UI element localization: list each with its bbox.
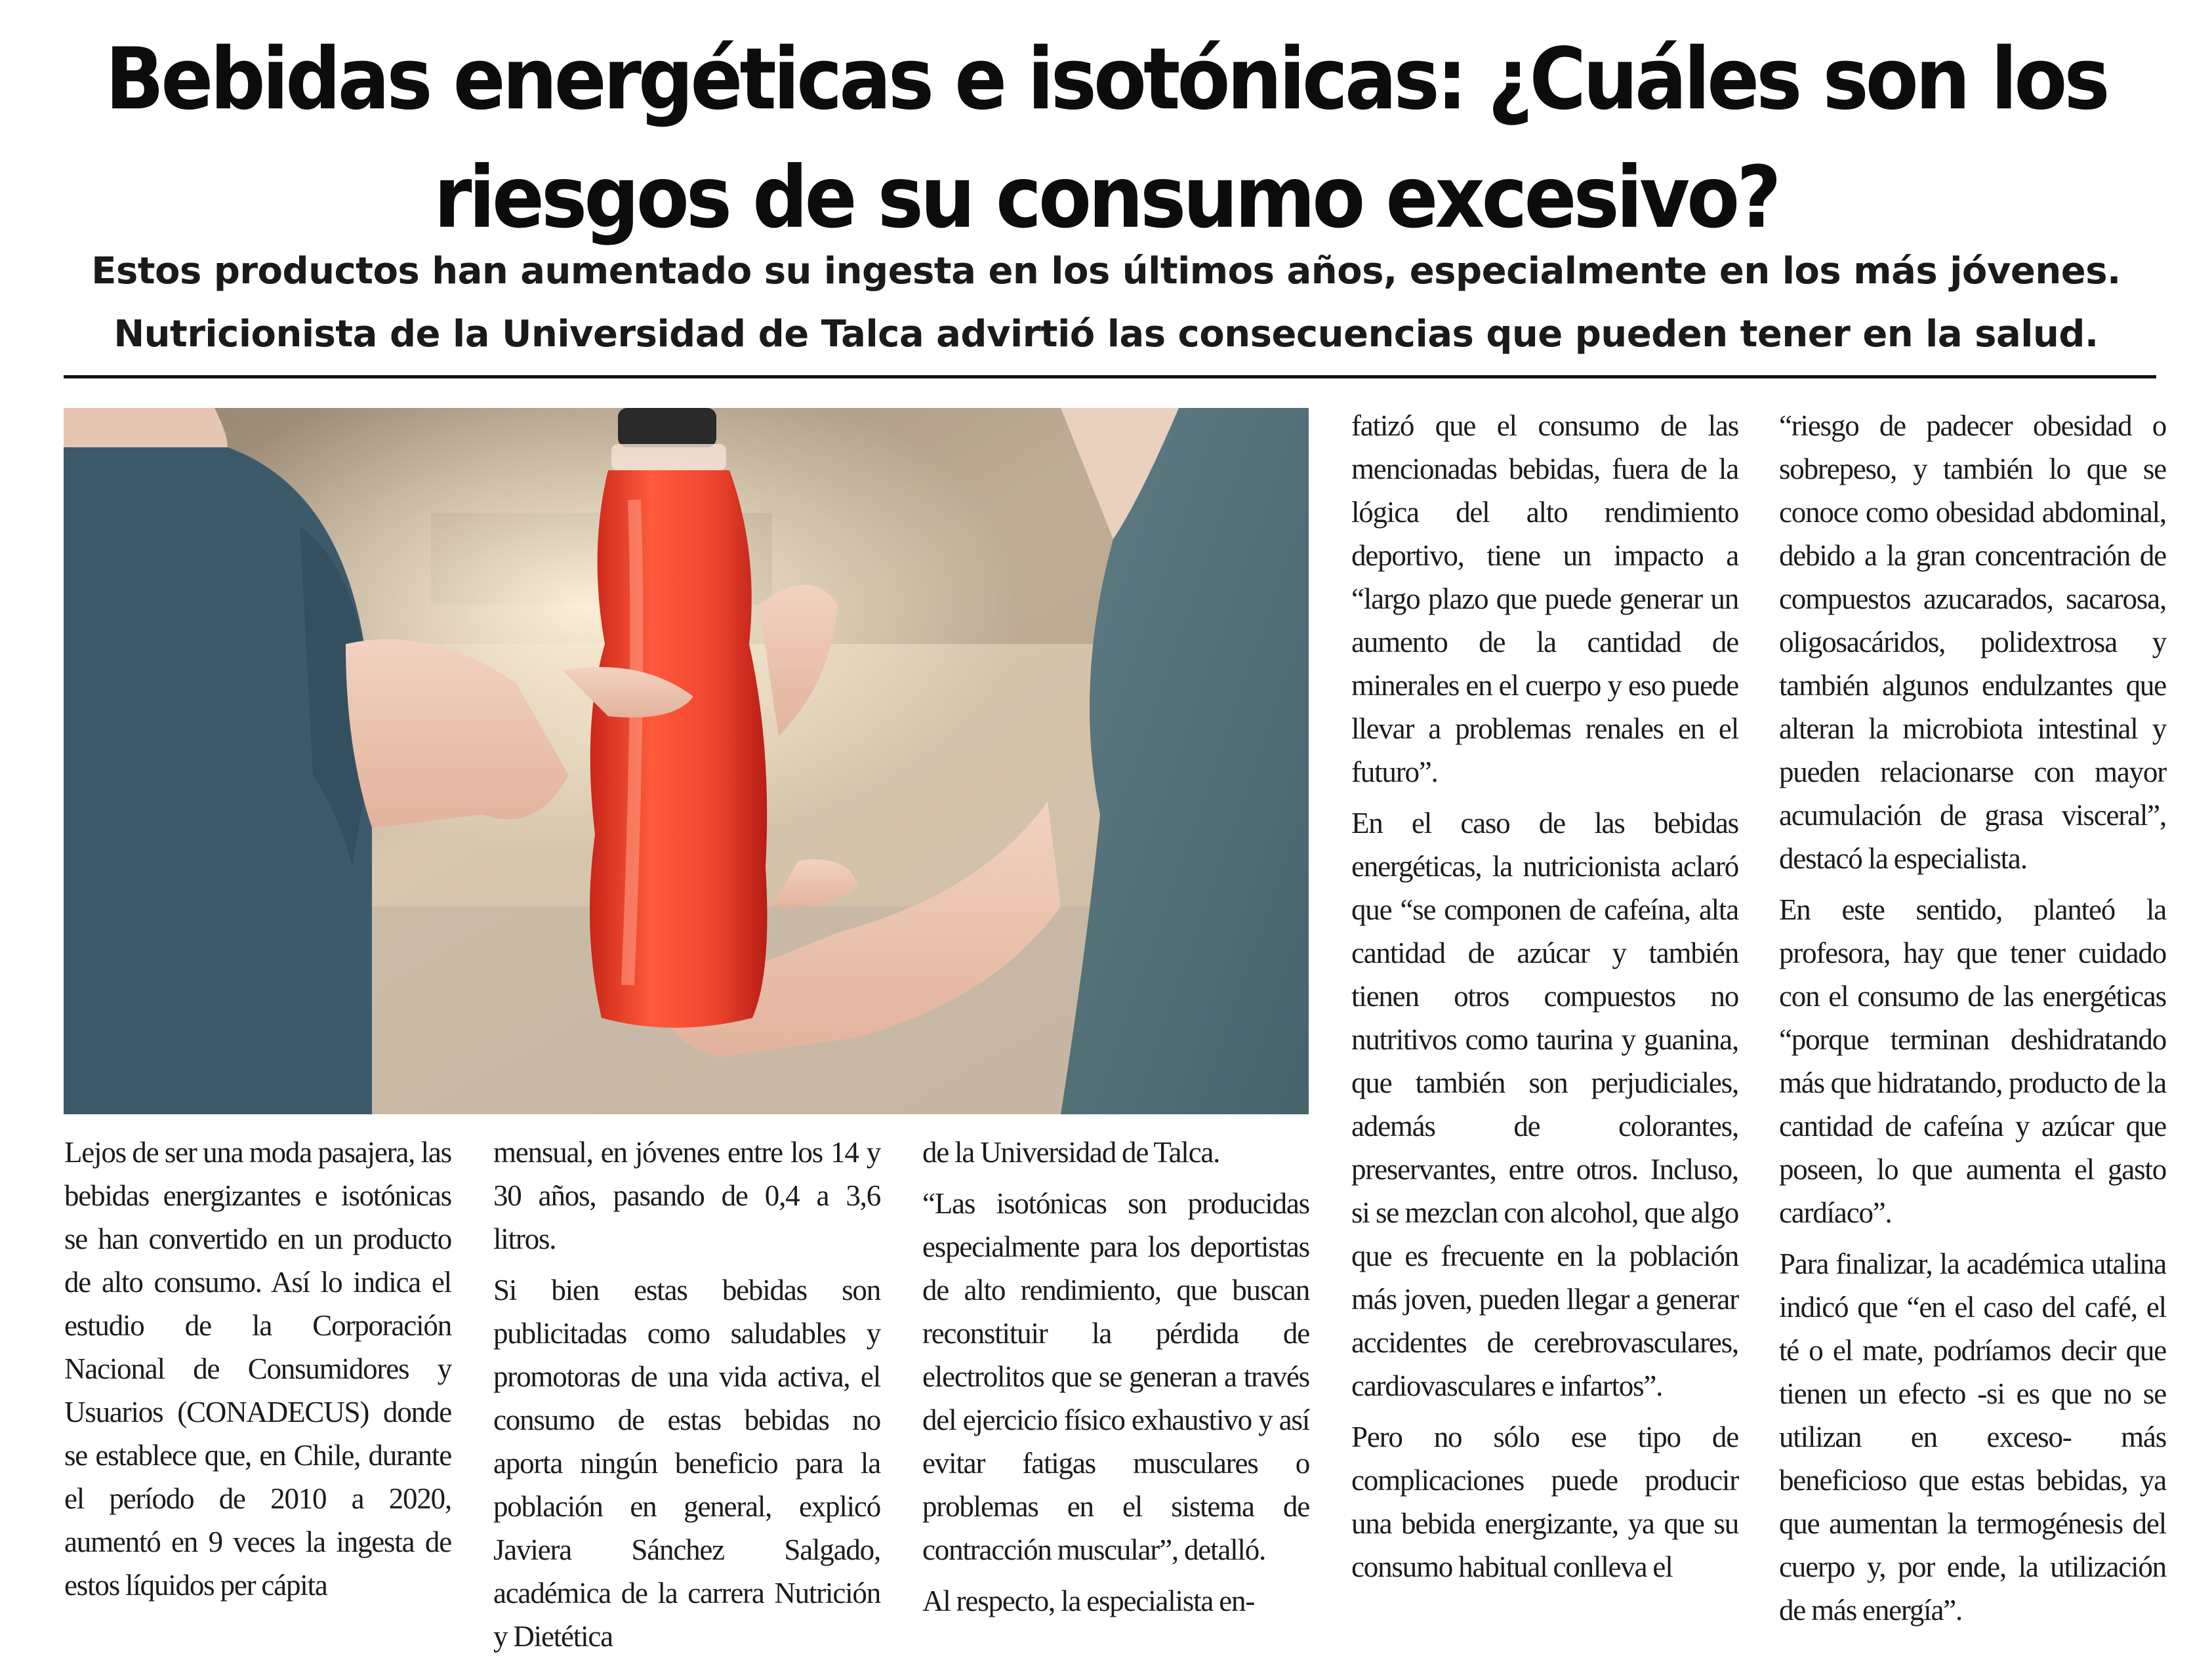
body-column-4 (1351, 404, 1738, 1588)
article-headline (72, 20, 2140, 256)
paragraph: Si bien estas bebidas son publicitadas como saludables y promotoras de una vida activa, el consumo de estas bebidas no aporta ningún beneficio para la población en general, explicó Javiera Sánchez Salgado, académica de la carrera Nutrición y Dietética (493, 1274, 880, 1653)
deck-line-1: Estos productos han aumentado su ingesta en los últimos años, especialmente en los más jóvenes. (91, 250, 2121, 293)
paragraph: “Las isotónicas son producidas especialmente para los deportistas de alto rendimiento, que buscan reconstituir la pérdida de electrolitos que se generan a través del ejercicio físico exhaustivo y así evitar fatigas musculares o problemas en el sistema de contracción muscular”, detalló. (922, 1187, 1309, 1566)
headline-line-1: Bebidas energéticas e isotónicas: ¿Cuáles son los (105, 29, 2107, 129)
article-deck (72, 240, 2140, 366)
body-column-5 (1779, 404, 2166, 1632)
paragraph: En este sentido, planteó la profesora, hay que tener cuidado con el consumo de las energéticas “porque terminan deshidratando más que hidratando, producto de la cantidad de cafeína y azúcar que poseen, lo que aumenta el gasto cardíaco”. (1779, 893, 2166, 1229)
body-column-1 (64, 1131, 451, 1607)
body-column-2 (493, 1131, 880, 1658)
paragraph: Lejos de ser una moda pasajera, las bebidas energizantes e isotónicas se han convertido en un producto de alto consumo. Así lo indica el estudio de la Corporación Nacional de Consumidores y Usuarios (CONADECUS) donde se establece que, en Chile, durante el período de 2010 a 2020, aumentó en 9 veces la ingesta de estos líquidos per cápita (64, 1136, 451, 1602)
paragraph: Pero no sólo ese tipo de complicaciones puede producir una bebida energizante, ya que su consumo habitual conlleva el (1351, 1421, 1738, 1583)
deck-line-2: Nutricionista de la Universidad de Talca advirtió las consecuencias que pueden tener en la salud. (113, 313, 2099, 355)
paragraph: “riesgo de padecer obesidad o sobrepeso, y también lo que se conoce como obesidad abdominal, debido a la gran concentración de compuestos azucarados, sacarosa, oligosacáridos, polidextrosa y también algunos endulzantes que alteran la microbiota intestinal y pueden relacionarse con mayor acumulación de grasa visceral”, destacó la especialista. (1779, 409, 2166, 875)
paragraph: de la Universidad de Talca. (922, 1136, 1220, 1169)
paragraph: Al respecto, la especialista en- (922, 1585, 1255, 1617)
body-column-3 (922, 1131, 1309, 1623)
headline-line-2: riesgos de su consumo excesivo? (434, 147, 1778, 247)
header-divider (64, 375, 2156, 378)
sports-drink-bottle-photo (64, 408, 1309, 1114)
paragraph: fatizó que el consumo de las mencionadas bebidas, fuera de la lógica del alto rendimiento deportivo, tiene un impacto a “largo plazo que puede generar un aumento de la cantidad de minerales en el cuerpo y eso puede llevar a problemas renales en el futuro”. (1351, 409, 1738, 788)
paragraph: En el caso de las bebidas energéticas, la nutricionista aclaró que “se componen de cafeína, alta cantidad de azúcar y también tienen otros compuestos no nutritivos como taurina y guanina, que también son perjudiciales, además de colorantes, preservantes, entre otros. Incluso, si se mezclan con alcohol, que algo que es frecuente en la población más joven, pueden llegar a generar accidentes de cerebrovasculares, cardiovasculares e infartos”. (1351, 807, 1738, 1402)
paragraph: Para finalizar, la académica utalina indicó que “en el caso del café, el té o el mate, podríamos decir que tienen un efecto -si es que no se utilizan en exceso- más beneficioso que estas bebidas, ya que aumentan la termogénesis del cuerpo y, por ende, la utilización de más energía”. (1779, 1247, 2166, 1627)
paragraph: mensual, en jóvenes entre los 14 y 30 años, pasando de 0,4 a 3,6 litros. (493, 1136, 880, 1255)
